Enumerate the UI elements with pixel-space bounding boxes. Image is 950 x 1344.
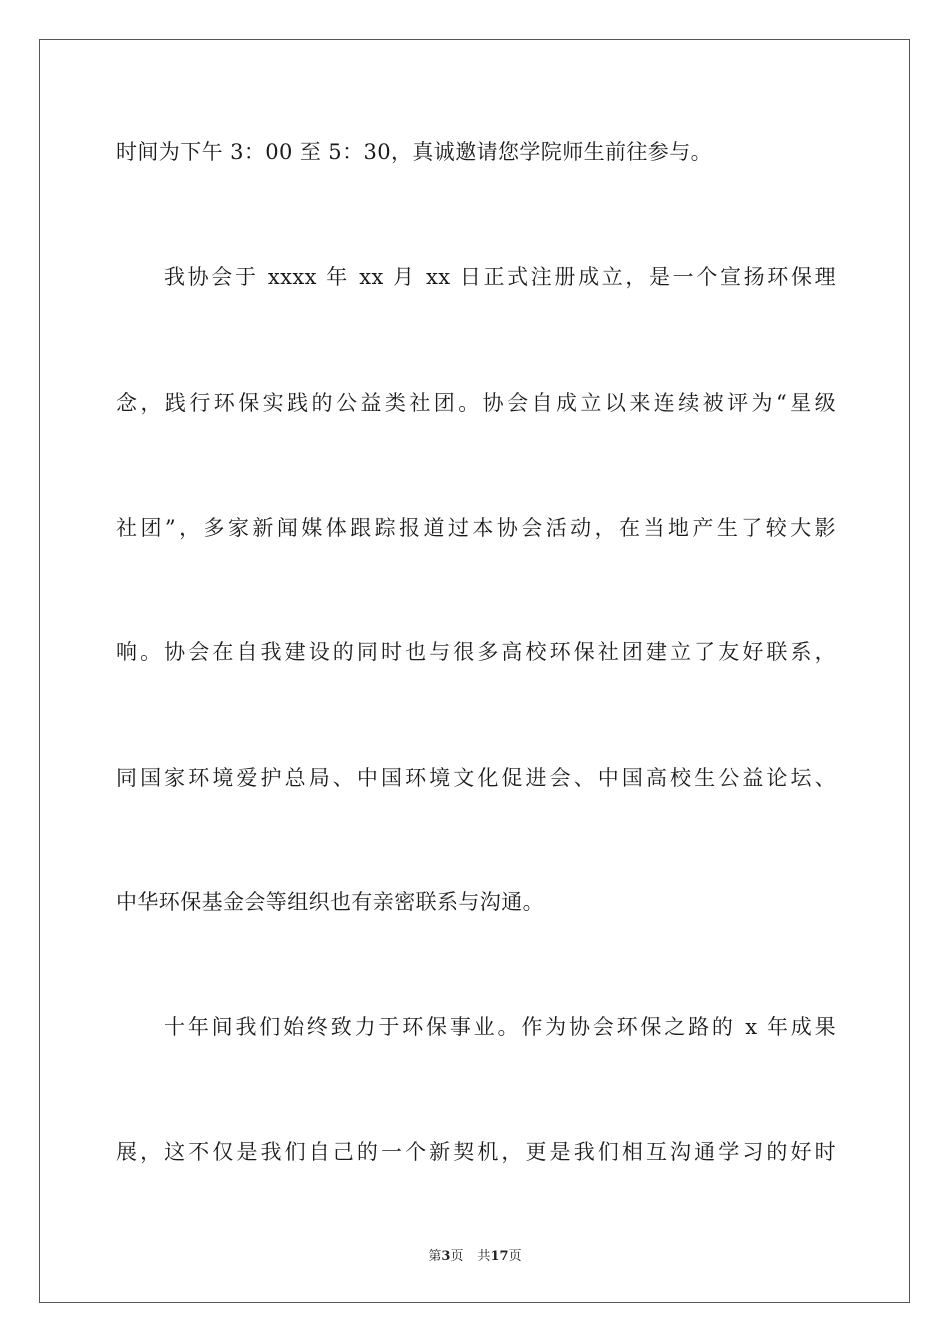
text-line-4: 社团”，多家新闻媒体跟踪报道过本协会活动，在当地产生了较大影 [116,516,836,540]
text-line-6: 同国家环境爱护总局、中国环境文化促进会、中国高校生公益论坛、 [116,766,836,790]
text-line-5: 响。协会在自我建设的同时也与很多高校环保社团建立了友好联系， [116,640,836,664]
total-suffix: 页 [508,1249,522,1264]
text-line-3: 念，践行环保实践的公益类社团。协会自成立以来连续被评为“星级 [116,391,836,415]
text-line-1: 时间为下午 3：00 至 5：30，真诚邀请您学院师生前往参与。 [116,140,712,164]
page-number: 3 [441,1249,451,1264]
page-border [39,39,910,1303]
text-line-7: 中华环保基金会等组织也有亲密联系与沟通。 [116,890,544,914]
page-suffix: 页 [450,1249,464,1264]
text-line-8: 十年间我们始终致力于环保事业。作为协会环保之路的 x 年成果 [164,1015,836,1039]
total-pages: 17 [490,1249,509,1264]
text-line-2: 我协会于 xxxx 年 xx 月 xx 日正式注册成立，是一个宣扬环保理 [164,265,836,289]
total-prefix: 共 [477,1249,491,1264]
text-line-9: 展，这不仅是我们自己的一个新契机，更是我们相互沟通学习的好时 [116,1140,836,1164]
page-prefix: 第 [428,1249,442,1264]
page-footer [0,1248,950,1266]
